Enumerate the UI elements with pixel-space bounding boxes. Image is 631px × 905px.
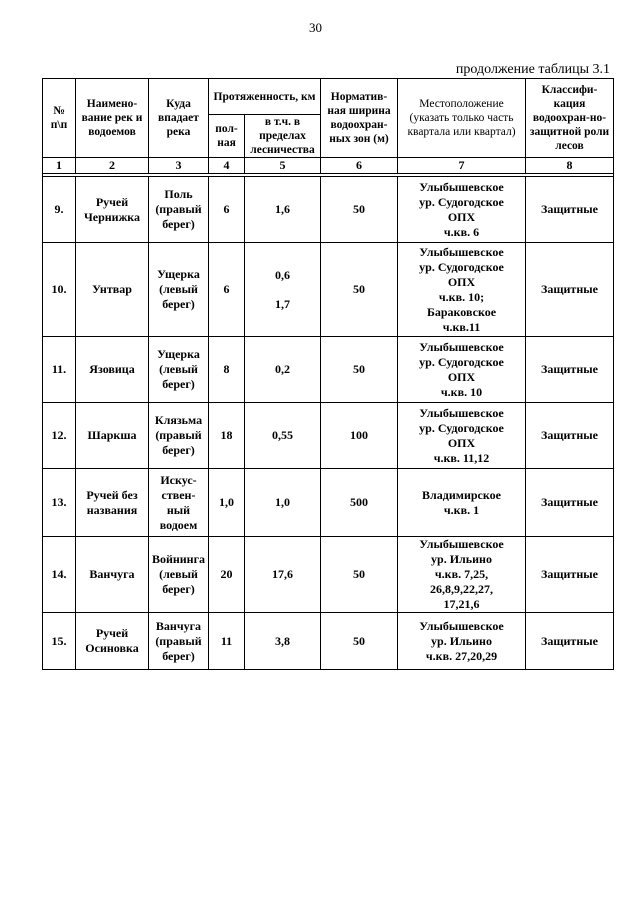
length-forestry-cell	[245, 537, 321, 613]
zone-width-cell: 50	[321, 177, 398, 243]
river-name-cell: Ручей без названия	[76, 469, 149, 537]
column-numbers-row	[43, 158, 614, 174]
flows-into-cell: Ущерка (левый берег)	[149, 243, 209, 337]
row-number-cell: 15.	[43, 613, 76, 670]
length-full-cell: 6	[209, 243, 245, 337]
length-full-cell: 1,0	[209, 469, 245, 537]
table-continuation-caption: продолжение таблицы 3.1	[455, 62, 610, 77]
row-number-cell: 11.	[43, 337, 76, 403]
length-value: 1,0	[275, 495, 290, 509]
length-value: 1,7	[275, 296, 290, 311]
row-number-cell: 10.	[43, 243, 76, 337]
location-cell: Улыбышевское ур. Ильино ч.кв. 7,25, 26,8,9,22,27, 17,21,6	[398, 537, 526, 613]
location-cell: Улыбышевское ур. Судогодское ОПХ ч.кв. 10; Бараковское ч.кв.11	[398, 243, 526, 337]
length-full-cell: 8	[209, 337, 245, 403]
column-number: 5	[245, 158, 321, 174]
classification-cell: Защитные	[526, 177, 614, 243]
column-number: 1	[43, 158, 76, 174]
header-length-forestry: в т.ч. в пределах лесничества	[245, 115, 321, 158]
length-forestry-cell	[245, 403, 321, 469]
row-number-cell: 14.	[43, 537, 76, 613]
header-name: Наимено-вание рек и водоемов	[76, 79, 149, 158]
length-forestry-cell	[245, 469, 321, 537]
page-number: 30	[309, 20, 322, 35]
classification-cell: Защитные	[526, 337, 614, 403]
flows-into-cell: Войнинга (левый берег)	[149, 537, 209, 613]
flows-into-cell: Ванчуга (правый берег)	[149, 613, 209, 670]
header-location: Местоположение (указать только часть квартала или квартал)	[398, 79, 526, 158]
table-row	[43, 177, 614, 243]
classification-cell: Защитные	[526, 537, 614, 613]
row-number-cell: 12.	[43, 403, 76, 469]
length-value: 0,2	[275, 362, 290, 376]
column-number: 2	[76, 158, 149, 174]
table-row	[43, 469, 614, 537]
classification-cell: Защитные	[526, 403, 614, 469]
length-full-cell: 6	[209, 177, 245, 243]
header-length: Протяженность, км	[209, 79, 321, 115]
river-name-cell: Унтвар	[76, 243, 149, 337]
header-classification: Классифи-кация водоохран-но-защитной роли лесов	[526, 79, 614, 158]
column-number: 7	[398, 158, 526, 174]
length-value: 0,55	[272, 428, 293, 442]
column-number: 6	[321, 158, 398, 174]
location-cell: Улыбышевское ур. Ильино ч.кв. 27,20,29	[398, 613, 526, 670]
water-protection-table	[42, 78, 614, 670]
length-forestry-cell	[245, 177, 321, 243]
table-body	[43, 177, 614, 670]
river-name-cell: Ручей Чернижка	[76, 177, 149, 243]
zone-width-cell: 50	[321, 337, 398, 403]
length-value: 3,8	[275, 633, 290, 648]
classification-cell: Защитные	[526, 469, 614, 537]
table-row	[43, 403, 614, 469]
zone-width-cell: 50	[321, 243, 398, 337]
river-name-cell: Ручей Осиновка	[76, 613, 149, 670]
classification-cell: Защитные	[526, 613, 614, 670]
column-number: 4	[209, 158, 245, 174]
table-row	[43, 337, 614, 403]
table-row	[43, 537, 614, 613]
column-number: 8	[526, 158, 614, 174]
length-forestry-cell	[245, 243, 321, 337]
river-name-cell: Шаркша	[76, 403, 149, 469]
table-row	[43, 243, 614, 337]
length-value: 17,6	[272, 567, 293, 581]
header-num: № п\п	[43, 79, 76, 158]
zone-width-cell: 100	[321, 403, 398, 469]
location-cell: Улыбышевское ур. Судогодское ОПХ ч.кв. 11,12	[398, 403, 526, 469]
zone-width-cell: 50	[321, 537, 398, 613]
location-cell: Владимирское ч.кв. 1	[398, 469, 526, 537]
row-number-cell: 9.	[43, 177, 76, 243]
zone-width-cell: 50	[321, 613, 398, 670]
flows-into-cell: Ущерка (левый берег)	[149, 337, 209, 403]
column-number: 3	[149, 158, 209, 174]
location-cell: Улыбышевское ур. Судогодское ОПХ ч.кв. 10	[398, 337, 526, 403]
header-width: Норматив-ная ширина водоохран-ных зон (м)	[321, 79, 398, 158]
location-cell: Улыбышевское ур. Судогодское ОПХ ч.кв. 6	[398, 177, 526, 243]
length-forestry-cell	[245, 337, 321, 403]
river-name-cell: Язовица	[76, 337, 149, 403]
table-row	[43, 613, 614, 670]
header-flows-into: Куда впадает река	[149, 79, 209, 158]
length-value: 1,6	[275, 202, 290, 216]
length-value: 0,6	[275, 267, 290, 282]
length-full-cell: 20	[209, 537, 245, 613]
flows-into-cell: Клязьма (правый берег)	[149, 403, 209, 469]
length-full-cell: 11	[209, 613, 245, 670]
header-length-full: пол-ная	[209, 115, 245, 158]
row-number-cell: 13.	[43, 469, 76, 537]
river-name-cell: Ванчуга	[76, 537, 149, 613]
length-forestry-cell	[245, 613, 321, 670]
flows-into-cell: Искус- ствен- ный водоем	[149, 469, 209, 537]
length-full-cell: 18	[209, 403, 245, 469]
classification-cell: Защитные	[526, 243, 614, 337]
zone-width-cell: 500	[321, 469, 398, 537]
flows-into-cell: Поль (правый берег)	[149, 177, 209, 243]
